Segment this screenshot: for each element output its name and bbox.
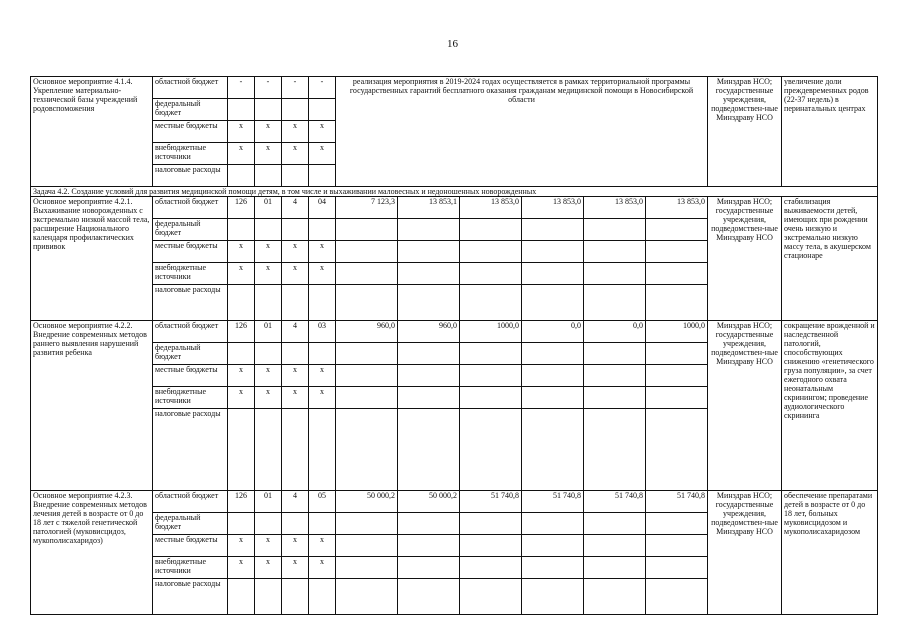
value-cell: 13 853,0	[584, 197, 646, 219]
measure-cell: Основное мероприятие 4.2.1. Выхаживание новорожденных с экстремально низкой массой тела, расширение Национального календаря профилактических прививок	[31, 197, 153, 321]
code-cell	[282, 285, 309, 321]
value-cell	[646, 387, 708, 409]
measure-group	[31, 491, 878, 615]
code-cell: x	[228, 121, 255, 143]
code-cell	[309, 285, 336, 321]
code-cell	[228, 513, 255, 535]
executor-cell: Минздрав НСО; государственные учреждения, подведомствен-ные Минздраву НСО	[708, 491, 782, 615]
value-cell	[584, 263, 646, 285]
value-cell	[398, 557, 460, 579]
source-name: областной бюджет	[153, 321, 228, 343]
code-cell	[228, 579, 255, 615]
value-cell: 0,0	[584, 321, 646, 343]
value-cell: 960,0	[336, 321, 398, 343]
code-cell: -	[228, 77, 255, 99]
value-cell	[460, 513, 522, 535]
value-cell	[336, 557, 398, 579]
measure-cell: Основное мероприятие 4.2.3. Внедрение современных методов лечения детей в возрасте от 0 до 18 лет с тяжелой генетической патологией (муковисцидоз, мукополисахаридоз)	[31, 491, 153, 615]
code-cell: x	[309, 535, 336, 557]
value-cell	[522, 241, 584, 263]
value-cell: 13 853,0	[646, 197, 708, 219]
source-name: налоговые расходы	[153, 579, 228, 615]
code-cell: 4	[282, 321, 309, 343]
value-cell: 51 740,8	[522, 491, 584, 513]
code-cell: x	[228, 535, 255, 557]
code-cell: 4	[282, 491, 309, 513]
measure-cell: Основное мероприятие 4.1.4. Укрепление материально-технической базы учреждений родовспоможения	[31, 77, 153, 187]
source-name: внебюджетные источники	[153, 143, 228, 165]
value-cell	[336, 579, 398, 615]
code-cell: x	[282, 143, 309, 165]
value-cell	[522, 343, 584, 365]
value-cell	[522, 579, 584, 615]
code-cell	[309, 343, 336, 365]
code-cell: x	[282, 557, 309, 579]
value-cell: 7 123,3	[336, 197, 398, 219]
value-cell	[522, 365, 584, 387]
source-name: налоговые расходы	[153, 409, 228, 491]
code-cell: x	[282, 365, 309, 387]
code-cell: x	[255, 387, 282, 409]
source-name: местные бюджеты	[153, 121, 228, 143]
code-cell	[255, 285, 282, 321]
code-cell: x	[255, 263, 282, 285]
source-name: налоговые расходы	[153, 165, 228, 187]
code-cell	[309, 409, 336, 491]
value-cell: 51 740,8	[460, 491, 522, 513]
code-cell	[282, 579, 309, 615]
code-cell	[309, 513, 336, 535]
code-cell: 01	[255, 197, 282, 219]
value-cell	[460, 285, 522, 321]
code-cell	[228, 285, 255, 321]
code-cell	[255, 219, 282, 241]
code-cell: x	[309, 365, 336, 387]
value-cell: 1000,0	[646, 321, 708, 343]
value-cell	[584, 219, 646, 241]
code-cell: x	[282, 121, 309, 143]
value-cell	[584, 557, 646, 579]
task-heading: Задача 4.2. Создание условий для развития медицинской помощи детям, в том числе и выхаживании маловесных и недоношенных новорожденных	[31, 187, 878, 197]
code-cell: x	[255, 365, 282, 387]
code-cell	[309, 579, 336, 615]
value-cell	[646, 557, 708, 579]
source-name: федеральный бюджет	[153, 219, 228, 241]
value-cell	[646, 365, 708, 387]
value-cell	[522, 513, 584, 535]
value-cell	[336, 241, 398, 263]
value-cell	[584, 579, 646, 615]
source-name: федеральный бюджет	[153, 513, 228, 535]
code-cell: 05	[309, 491, 336, 513]
value-cell	[522, 409, 584, 491]
executor-cell: Минздрав НСО; государственные учреждения, подведомствен-ные Минздраву НСО	[708, 77, 782, 187]
value-cell	[522, 263, 584, 285]
result-cell: обеспечение препаратами детей в возрасте от 0 до 18 лет, больных муковисцидозом и мукополисахаридозом	[782, 491, 878, 615]
executor-cell: Минздрав НСО; государственные учреждения, подведомствен-ные Минздраву НСО	[708, 321, 782, 491]
value-cell	[646, 579, 708, 615]
value-cell: 960,0	[398, 321, 460, 343]
code-cell: -	[309, 77, 336, 99]
code-cell	[228, 343, 255, 365]
source-name: внебюджетные источники	[153, 387, 228, 409]
code-cell	[255, 579, 282, 615]
code-cell	[282, 409, 309, 491]
value-cell	[460, 579, 522, 615]
value-cell	[398, 219, 460, 241]
code-cell: x	[228, 263, 255, 285]
value-cell	[336, 219, 398, 241]
code-cell	[282, 343, 309, 365]
value-cell	[336, 409, 398, 491]
value-cell	[522, 219, 584, 241]
code-cell: 01	[255, 321, 282, 343]
value-cell: 51 740,8	[646, 491, 708, 513]
value-cell	[460, 535, 522, 557]
value-cell	[522, 285, 584, 321]
value-cell	[584, 409, 646, 491]
value-cell	[398, 579, 460, 615]
value-cell	[398, 513, 460, 535]
executor-cell: Минздрав НСО; государственные учреждения, подведомствен-ные Минздраву НСО	[708, 197, 782, 321]
code-cell: x	[309, 241, 336, 263]
code-cell: x	[255, 535, 282, 557]
value-cell	[646, 409, 708, 491]
code-cell: 03	[309, 321, 336, 343]
source-name: внебюджетные источники	[153, 557, 228, 579]
code-cell	[282, 219, 309, 241]
value-cell	[646, 513, 708, 535]
code-cell: x	[309, 143, 336, 165]
program-table	[30, 76, 878, 615]
value-cell	[584, 241, 646, 263]
value-cell	[336, 343, 398, 365]
value-cell	[398, 241, 460, 263]
code-cell: x	[255, 143, 282, 165]
code-cell: x	[309, 557, 336, 579]
value-cell	[584, 513, 646, 535]
code-cell: x	[228, 143, 255, 165]
value-cell	[398, 535, 460, 557]
value-cell	[646, 343, 708, 365]
value-cell	[336, 535, 398, 557]
value-cell	[460, 557, 522, 579]
value-cell	[584, 535, 646, 557]
result-cell: увеличение доли преждевременных родов (22-37 недель) в перинатальных центрах	[782, 77, 878, 187]
value-cell: 50 000,2	[336, 491, 398, 513]
code-cell: x	[228, 365, 255, 387]
source-name: областной бюджет	[153, 197, 228, 219]
page-number: 16	[447, 38, 458, 50]
value-cell	[646, 535, 708, 557]
code-cell	[282, 513, 309, 535]
value-cell: 0,0	[522, 321, 584, 343]
code-cell: x	[255, 557, 282, 579]
code-cell	[255, 513, 282, 535]
code-cell: 01	[255, 491, 282, 513]
value-cell	[460, 387, 522, 409]
value-cell	[336, 387, 398, 409]
code-cell	[255, 409, 282, 491]
value-cell	[584, 365, 646, 387]
code-cell: 126	[228, 491, 255, 513]
measure-group	[31, 197, 878, 321]
source-name: федеральный бюджет	[153, 99, 228, 121]
code-cell: x	[228, 557, 255, 579]
implementation-note: реализация мероприятия в 2019-2024 годах осуществляется в рамках территориальной программы государственных гарантий бесплатного оказания гражданам медицинской помощи в Новосибирской области	[336, 77, 708, 187]
code-cell: 126	[228, 197, 255, 219]
result-cell: сокращение врожденной и наследственной патологий, способствующих снижению «генетического груза популяции», за счет ежегодного охвата неонатальным скринингом; проведение аудиологического скрининга	[782, 321, 878, 491]
source-name: областной бюджет	[153, 491, 228, 513]
value-cell: 51 740,8	[584, 491, 646, 513]
value-cell	[460, 263, 522, 285]
value-cell	[336, 365, 398, 387]
value-cell	[522, 535, 584, 557]
value-cell	[398, 409, 460, 491]
code-cell: x	[255, 241, 282, 263]
code-cell: x	[309, 263, 336, 285]
value-cell	[398, 387, 460, 409]
value-cell	[584, 343, 646, 365]
value-cell	[522, 557, 584, 579]
code-cell	[255, 343, 282, 365]
code-cell: 04	[309, 197, 336, 219]
source-name: местные бюджеты	[153, 241, 228, 263]
code-cell: x	[282, 535, 309, 557]
value-cell	[460, 241, 522, 263]
value-cell: 13 853,0	[460, 197, 522, 219]
value-cell	[584, 387, 646, 409]
source-name: налоговые расходы	[153, 285, 228, 321]
source-name: местные бюджеты	[153, 365, 228, 387]
value-cell	[646, 219, 708, 241]
code-cell	[309, 219, 336, 241]
code-cell: x	[228, 241, 255, 263]
value-cell	[584, 285, 646, 321]
code-cell	[228, 409, 255, 491]
source-name: областной бюджет	[153, 77, 228, 99]
value-cell: 13 853,0	[522, 197, 584, 219]
source-name: федеральный бюджет	[153, 343, 228, 365]
code-cell: 4	[282, 197, 309, 219]
value-cell	[646, 263, 708, 285]
code-cell: -	[255, 77, 282, 99]
source-name: местные бюджеты	[153, 535, 228, 557]
value-cell	[398, 285, 460, 321]
code-cell: x	[282, 263, 309, 285]
code-cell: x	[282, 387, 309, 409]
value-cell	[460, 365, 522, 387]
value-cell	[336, 263, 398, 285]
value-cell: 1000,0	[460, 321, 522, 343]
value-cell	[646, 241, 708, 263]
value-cell	[460, 409, 522, 491]
code-cell: x	[282, 241, 309, 263]
code-cell: 126	[228, 321, 255, 343]
code-cell: -	[282, 77, 309, 99]
value-cell: 13 853,1	[398, 197, 460, 219]
code-cell: x	[255, 121, 282, 143]
value-cell: 50 000,2	[398, 491, 460, 513]
value-cell	[460, 219, 522, 241]
source-name: внебюджетные источники	[153, 263, 228, 285]
value-cell	[398, 263, 460, 285]
code-cell: x	[309, 121, 336, 143]
value-cell	[336, 513, 398, 535]
value-cell	[398, 365, 460, 387]
result-cell: стабилизация выживаемости детей, имеющих при рождении очень низкую и экстремально низкую массу тела, в акушерском стационаре	[782, 197, 878, 321]
value-cell	[336, 285, 398, 321]
code-cell: x	[228, 387, 255, 409]
value-cell	[398, 343, 460, 365]
code-cell	[228, 219, 255, 241]
code-cell: x	[309, 387, 336, 409]
value-cell	[646, 285, 708, 321]
measure-group	[31, 321, 878, 491]
measure-cell: Основное мероприятие 4.2.2. Внедрение современных методов раннего выявления нарушений развития ребенка	[31, 321, 153, 491]
value-cell	[522, 387, 584, 409]
value-cell	[460, 343, 522, 365]
